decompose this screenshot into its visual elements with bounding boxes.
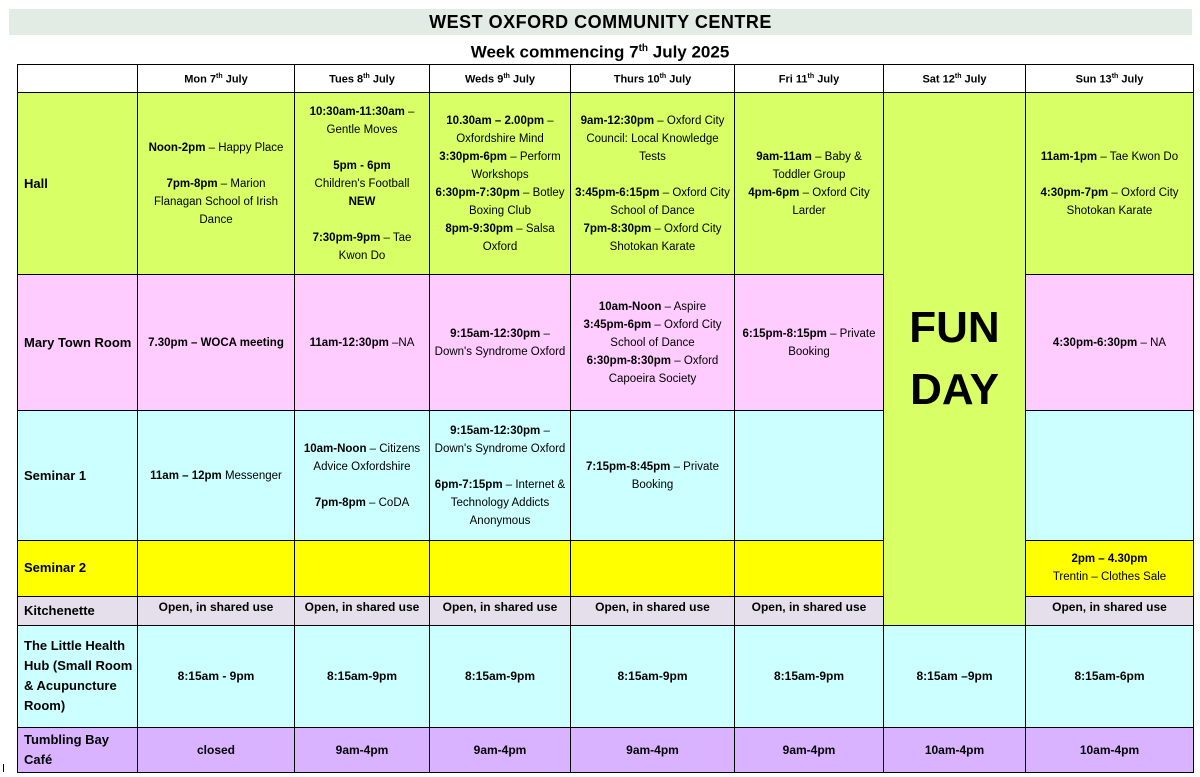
sem2-wed (430, 540, 571, 596)
hub-thu: 8:15am-9pm (571, 625, 735, 727)
kitch-mon: Open, in shared use (138, 596, 295, 625)
kitch-tue: Open, in shared use (295, 596, 430, 625)
hall-row (18, 93, 1194, 275)
cafe-sat: 10am-4pm (884, 727, 1026, 772)
sem1-tue: 10am-Noon – Citizens Advice Oxfordshire 7pm-8pm – CoDA (295, 411, 430, 540)
room-label-mary-town: Mary Town Room (18, 275, 138, 411)
sem1-sun (1026, 411, 1194, 540)
cafe-wed: 9am-4pm (430, 727, 571, 772)
hall-tue: 10:30am-11:30am – Gentle Moves 5pm - 6pm Children's Football NEW 7:30pm-9pm – Tae Kwon Do (295, 93, 430, 275)
hub-sat: 8:15am –9pm (884, 625, 1026, 727)
kitch-fri: Open, in shared use (735, 596, 884, 625)
sem1-fri (735, 411, 884, 540)
sem2-sun: 2pm – 4.30pm Trentin – Clothes Sale (1026, 540, 1194, 596)
room-label-cafe: Tumbling Bay Café (18, 727, 138, 772)
sem2-thu (571, 540, 735, 596)
day-header-thu: Thurs 10th July (571, 65, 735, 93)
sem2-tue (295, 540, 430, 596)
mary-sun: 4:30pm-6:30pm – NA (1026, 275, 1194, 411)
kitch-wed: Open, in shared use (430, 596, 571, 625)
day-header-row (18, 65, 1194, 93)
sem2-mon (138, 540, 295, 596)
room-label-seminar-2: Seminar 2 (18, 540, 138, 596)
hall-mon: Noon-2pm – Happy Place 7pm-8pm – Marion Flanagan School of Irish Dance (138, 93, 295, 275)
timetable (17, 64, 1194, 773)
room-label-health-hub: The Little Health Hub (Small Room & Acupuncture Room) (18, 625, 138, 727)
hall-wed: 10.30am – 2.00pm – Oxfordshire Mind 3:30pm-6pm – Perform Workshops 6:30pm-7:30pm – Botley Boxing Club 8pm-9:30pm – Salsa Oxford (430, 93, 571, 275)
cafe-row (18, 727, 1194, 772)
fun-day-cell: FUN DAY (884, 93, 1026, 626)
room-label-kitchenette: Kitchenette (18, 596, 138, 625)
room-label-hall: Hall (18, 93, 138, 275)
mary-wed: 9:15am-12:30pm – Down's Syndrome Oxford (430, 275, 571, 411)
day-header-fri: Fri 11th July (735, 65, 884, 93)
hub-tue: 8:15am-9pm (295, 625, 430, 727)
day-header-sat: Sat 12th July (884, 65, 1026, 93)
day-header-wed: Weds 9th July (430, 65, 571, 93)
hall-fri: 9am-11am – Baby & Toddler Group 4pm-6pm – Oxford City Larder (735, 93, 884, 275)
hub-fri: 8:15am-9pm (735, 625, 884, 727)
hub-mon: 8:15am - 9pm (138, 625, 295, 727)
kitch-sun: Open, in shared use (1026, 596, 1194, 625)
hall-thu: 9am-12:30pm – Oxford City Council: Local Knowledge Tests 3:45pm-6:15pm – Oxford City School of Dance 7pm-8:30pm – Oxford City Shotokan Karate (571, 93, 735, 275)
hall-sun: 11am-1pm – Tae Kwon Do 4:30pm-7pm – Oxford City Shotokan Karate (1026, 93, 1194, 275)
page-title: WEST OXFORD COMMUNITY CENTRE (9, 9, 1192, 35)
health-hub-row (18, 625, 1194, 727)
cafe-tue: 9am-4pm (295, 727, 430, 772)
hub-sun: 8:15am-6pm (1026, 625, 1194, 727)
mary-thu: 10am-Noon – Aspire 3:45pm-6pm – Oxford City School of Dance 6:30pm-8:30pm – Oxford Capoeira Society (571, 275, 735, 411)
week-commencing-heading: Week commencing 7th July 2025 (470, 42, 730, 62)
kitch-thu: Open, in shared use (571, 596, 735, 625)
corner-cell (18, 65, 138, 93)
sem2-fri (735, 540, 884, 596)
cafe-thu: 9am-4pm (571, 727, 735, 772)
sem1-wed: 9:15am-12:30pm – Down's Syndrome Oxford 6pm-7:15pm – Internet & Technology Addicts Anonymous (430, 411, 571, 540)
cafe-mon: closed (138, 727, 295, 772)
mary-mon: 7.30pm – WOCA meeting (138, 275, 295, 411)
room-label-seminar-1: Seminar 1 (18, 411, 138, 540)
hub-wed: 8:15am-9pm (430, 625, 571, 727)
cafe-sun: 10am-4pm (1026, 727, 1194, 772)
day-header-mon: Mon 7th July (138, 65, 295, 93)
cafe-fri: 9am-4pm (735, 727, 884, 772)
mary-fri: 6:15pm-8:15pm – Private Booking (735, 275, 884, 411)
sem1-mon: 11am – 12pm Messenger (138, 411, 295, 540)
sem1-thu: 7:15pm-8:45pm – Private Booking (571, 411, 735, 540)
mary-tue: 11am-12:30pm –NA (295, 275, 430, 411)
page-edge-mark (3, 764, 4, 772)
day-header-sun: Sun 13th July (1026, 65, 1194, 93)
day-header-tue: Tues 8th July (295, 65, 430, 93)
